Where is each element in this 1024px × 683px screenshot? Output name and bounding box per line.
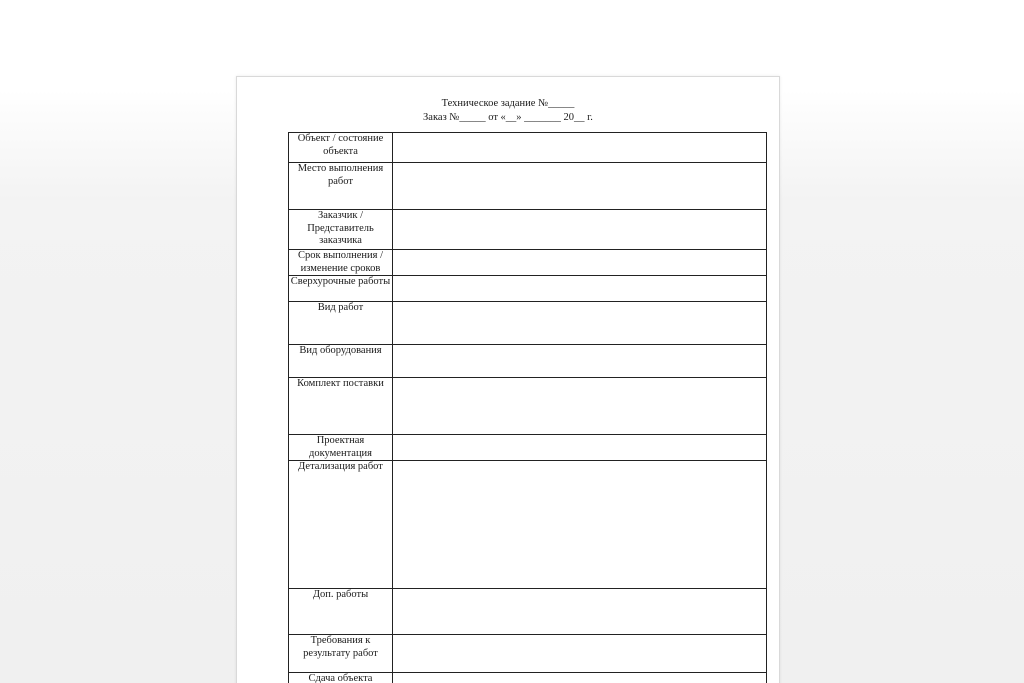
row-label-equipment-type: Вид оборудования [289,345,393,378]
row-label-project-docs: Проектная документация [289,435,393,461]
row-value-extra-work[interactable] [393,589,767,635]
row-value-work-type[interactable] [393,302,767,345]
table-row [289,378,767,435]
row-value-work-details[interactable] [393,461,767,589]
order-line: Заказ №_____ от «__» _______ 20__ г. [423,112,593,123]
table-row [289,163,767,210]
row-value-result-requirements[interactable] [393,635,767,673]
row-label-overtime: Сверхурочные работы [289,276,393,302]
row-value-delivery-set[interactable] [393,378,767,435]
row-label-object: Объект / состояние объекта [289,133,393,163]
row-label-delivery-set: Комплект поставки [289,378,393,435]
table-row [289,133,767,163]
table-row [289,435,767,461]
table-row [289,461,767,589]
table-row [289,276,767,302]
table-row [289,589,767,635]
document-page [236,76,780,683]
row-label-extra-work: Доп. работы [289,589,393,635]
table-row [289,302,767,345]
row-label-work-location: Место выполнения работ [289,163,393,210]
row-value-overtime[interactable] [393,276,767,302]
row-value-deadline[interactable] [393,250,767,276]
document-title: Техническое задание №_____ [441,98,575,109]
table-row [289,673,767,683]
table-row [289,250,767,276]
row-value-object[interactable] [393,133,767,163]
row-value-equipment-type[interactable] [393,345,767,378]
row-label-work-details: Детализация работ [289,461,393,589]
row-value-customer[interactable] [393,210,767,250]
row-label-handover: Сдача объекта [289,673,393,683]
table-row [289,345,767,378]
row-label-result-requirements: Требования к результату работ [289,635,393,673]
table-row [289,210,767,250]
row-label-deadline: Срок выполнения / изменение сроков [289,250,393,276]
row-label-customer: Заказчик /Представитель заказчика [289,210,393,250]
row-value-project-docs[interactable] [393,435,767,461]
row-value-work-location[interactable] [393,163,767,210]
row-value-handover[interactable] [393,673,767,683]
table-row [289,635,767,673]
row-label-work-type: Вид работ [289,302,393,345]
specification-table [288,132,767,683]
